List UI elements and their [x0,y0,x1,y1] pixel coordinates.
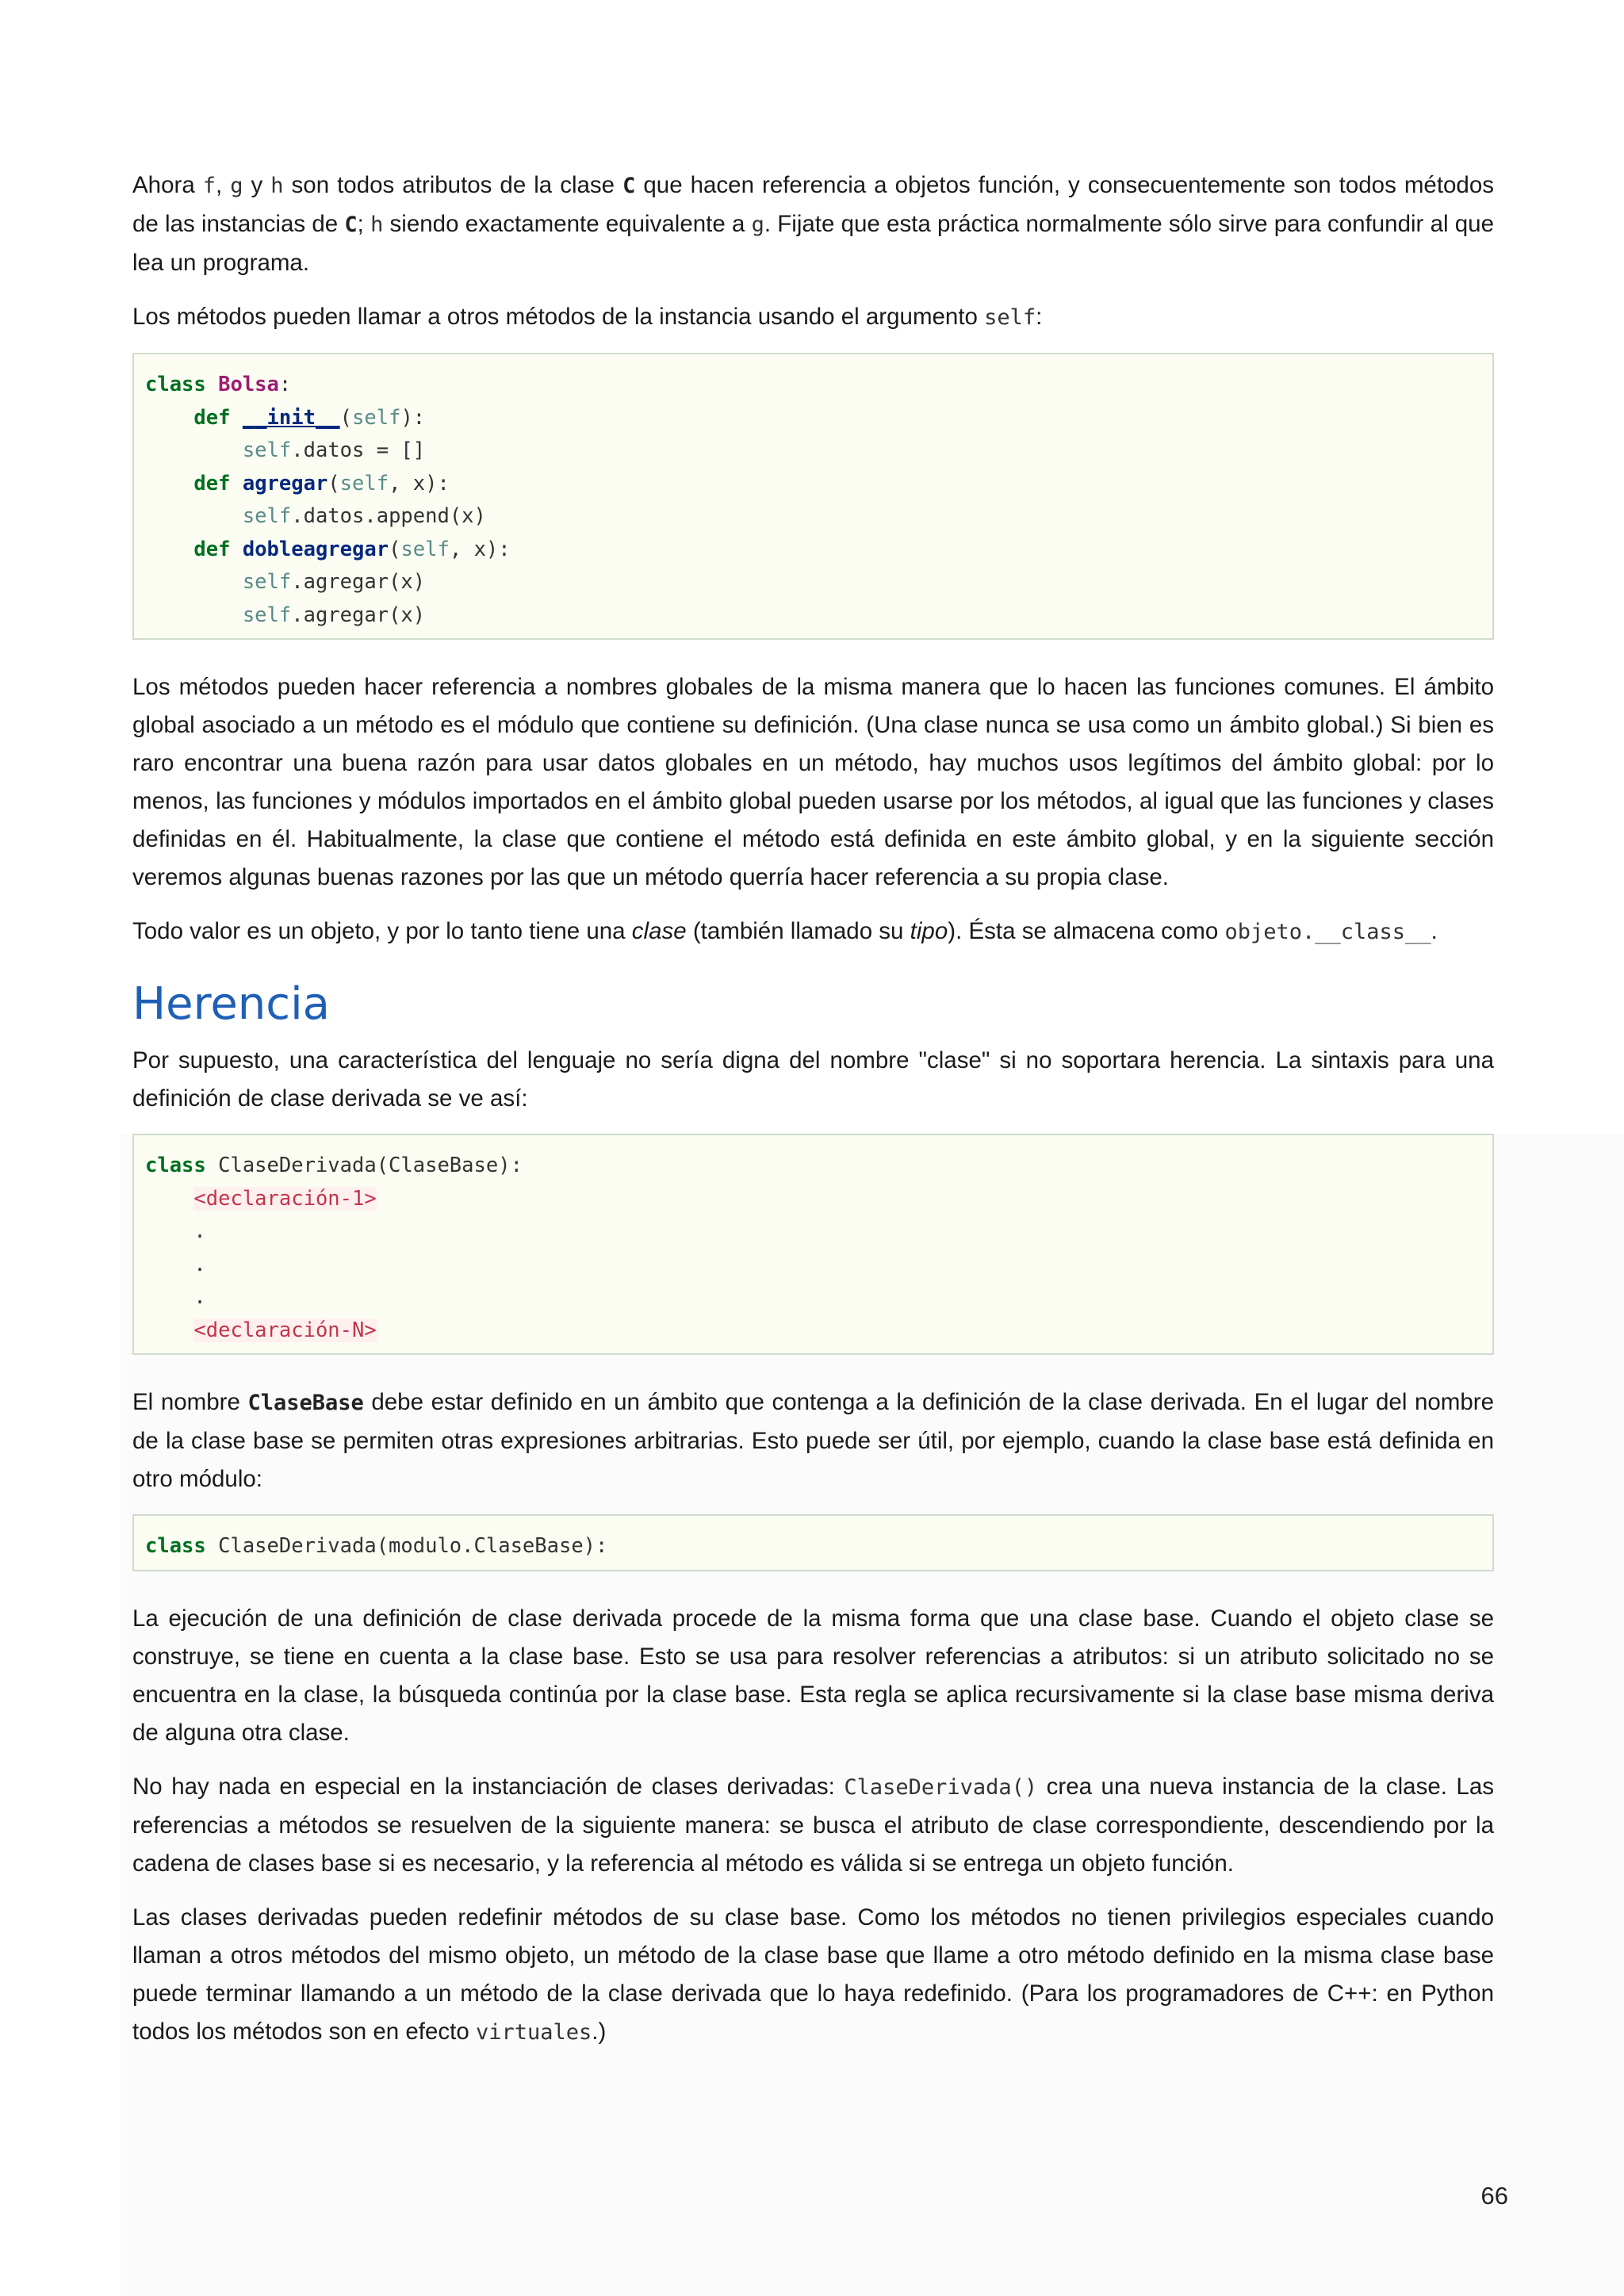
paragraph-self-argument: Los métodos pueden llamar a otros métodos de la instancia usando el argumento self: [132,304,1043,330]
code-block-clase-derivada: class ClaseDerivada(ClaseBase): <declaración-1> . . . <declaración-N> [132,1134,1494,1355]
inline-code: C [344,212,358,237]
section-heading-herencia: Herencia [132,978,330,1030]
document-body [132,166,1494,2068]
inline-code: objeto.__class__ [1224,920,1431,944]
code-block-modulo-clasebase: class ClaseDerivada(modulo.ClaseBase): [132,1514,1494,1571]
inline-code: g [751,212,764,237]
paragraph-instantiation: No hay nada en especial en la instanciación de clases derivadas: ClaseDerivada() crea una nueva instancia de la clase. Las referencias a métodos se resuelven de la siguiente manera: se busca el atributo de clase correspondiente, descendiendo por la cadena de clases base si es necesario, y la referencia al método es válida si se entrega un objeto función. [132,1773,1494,1877]
inline-code: ClaseDerivada() [844,1774,1038,1800]
paragraph-methods-attributes: Ahora f, g y h son todos atributos de la clase C que hacen referencia a objetos función, y consecuentemente son todos métodos de las instancias de C; h siendo exactamente equivalente a g. Fijate que esta práctica normalmente sólo sirve para confundir al que lea un programa. [132,172,1494,276]
inline-code: self [984,305,1036,330]
paragraph-derived-execution: La ejecución de una definición de clase derivada procede de la misma forma que una clase base. Cuando el objeto clase se construye, se tiene en cuenta a la clase base. Esto se usa para resolver referencias a atributos: si un atributo solicitado no se encuentra en la clase, la búsqueda continúa por la clase base. Esta regla se aplica recursivamente si la clase base misma deriva de alguna otra clase. [132,1605,1494,1746]
paragraph-global-scope: Los métodos pueden hacer referencia a nombres globales de la misma manera que lo hacen las funciones comunes. El ámbito global asociado a un método es el módulo que contiene su definición. (Una clase nunca se usa como un ámbito global.) Si bien es raro encontrar una buena razón para usar datos globales en un método, hay muchos usos legítimos del ámbito global: por lo menos, las funciones y módulos importados en el ámbito global pueden usarse por los métodos, al igual que las funciones y clases definidas en él. Habitualmente, la clase que contiene el método está definida en este ámbito global, y en la siguiente sección veremos algunas buenas razones por las que un método querría hacer referencia a su propia clase. [132,674,1494,890]
inline-code: h [270,174,284,198]
inline-code: C [622,174,636,198]
inline-code: g [230,174,243,198]
inline-code: ClaseBase [247,1391,364,1415]
inline-code: virtuales [475,2019,592,2045]
paragraph-inheritance-intro: Por supuesto, una característica del lenguaje no sería digna del nombre "clase" si no soportara herencia. La sintaxis para una definición de clase derivada se ve así: [132,1047,1494,1112]
paragraph-clasebase-name: El nombre ClaseBase debe estar definido en un ámbito que contenga a la definición de la clase derivada. En el lugar del nombre de la clase base se permiten otras expresiones arbitrarias. Esto puede ser útil, por ejemplo, cuando la clase base está definida en otro módulo: [132,1389,1494,1492]
paragraph-object-class: Todo valor es un objeto, y por lo tanto tiene una clase (también llamado su tipo). Ésta se almacena como objeto.__class__. [132,918,1438,944]
paragraph-override-methods: Las clases derivadas pueden redefinir métodos de su clase base. Como los métodos no tienen privilegios especiales cuando llaman a otros métodos del mismo objeto, un método de la clase base que llame a otro método definido en la misma clase base puede terminar llamando a un método de la clase derivada que lo haya redefinido. (Para los programadores de C++: en Python todos los métodos son en efecto virtuales.) [132,1904,1494,2045]
inline-code: f [202,174,216,198]
inline-code: h [370,212,384,237]
code-block-bolsa: class Bolsa: def __init__(self): self.datos = [] def agregar(self, x): self.datos.append(x) def dobleagregar(self, x): self.agregar(x) self.agregar(x) [132,353,1494,640]
page-number: 66 [1480,2182,1508,2210]
